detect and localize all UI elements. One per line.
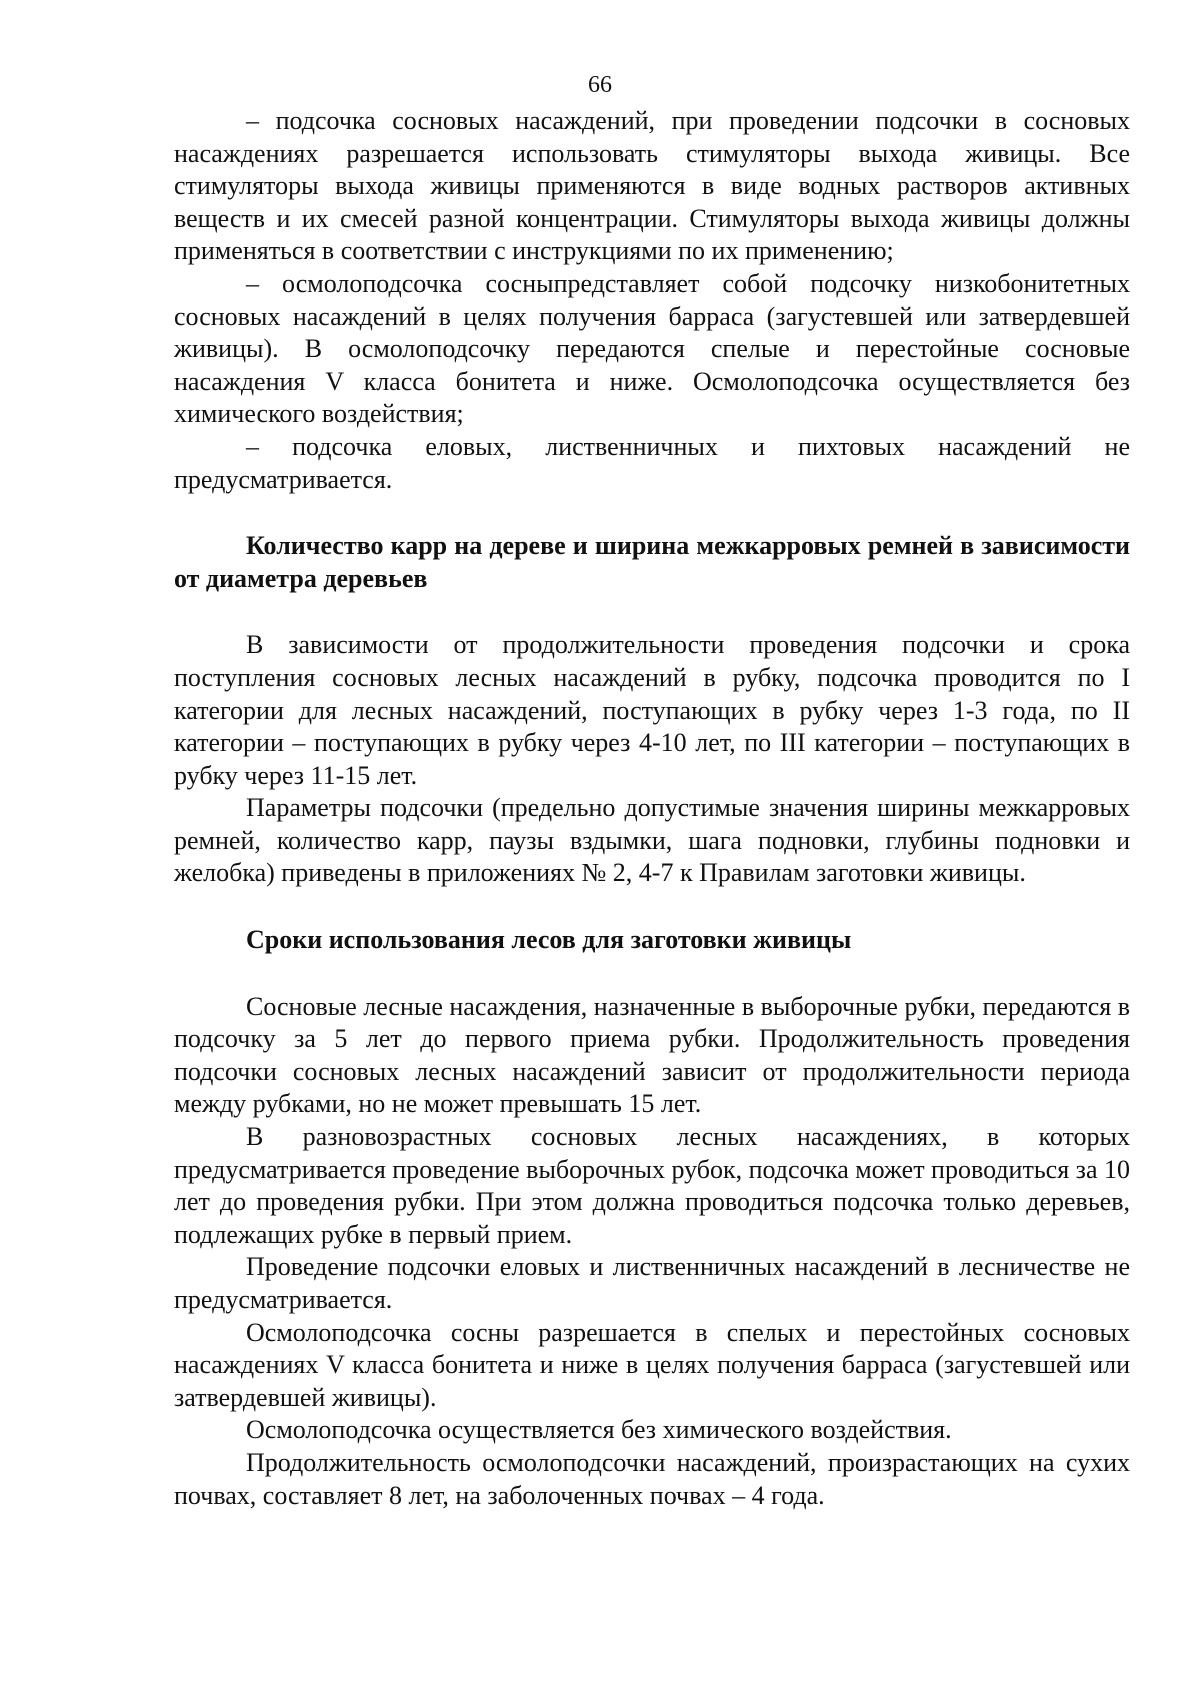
body-paragraph: В разновозрастных сосновых лесных насаждениях, в которых предусматривается проведение выборочных рубок, подсочка может проводиться за 10 лет до проведения рубки. При этом должна проводиться подсочка только деревьев, подлежащих рубке в первый прием. [174, 1122, 1130, 1249]
body-paragraph: Параметры подсочки (предельно допустимые значения ширины межкарровых ремней, количество карр, паузы вздымки, шага подновки, глубины подновки и желобка) приведены в приложениях № 2, 4-7 к Правилам заготовки живицы. [174, 793, 1130, 888]
body-paragraph: В зависимости от продолжительности проведения подсочки и срока поступления сосновых лесных насаждений в рубку, подсочка проводится по I категории для лесных насаждений, поступающих в рубку через 1-3 года, по II категории – поступающих в рубку через 4-10 лет, по III категории – поступающих в рубку через 11-15 лет. [174, 630, 1130, 790]
body-paragraph: Сосновые лесные насаждения, назначенные в выборочные рубки, передаются в подсочку за 5 лет до первого приема рубки. Продолжительность проведения подсочки сосновых лесных насаждений зависит от продолжительности периода между рубками, но не может превышать 15 лет. [174, 991, 1130, 1119]
body-paragraph: Проведение подсочки еловых и лиственничных насаждений в лесничестве не предусматривается. [174, 1252, 1130, 1314]
body-paragraph: Осмолоподсочка сосны разрешается в спелых и перестойных сосновых насаждениях V класса бонитета и ниже в целях получения барраса (загустевшей или затвердевшей живицы). [174, 1317, 1130, 1412]
page-number: 66 [588, 72, 612, 98]
list-item: – подсочка еловых, лиственничных и пихтовых насаждений не предусматривается. [174, 431, 1130, 494]
body-paragraph: Осмолоподсочка осуществляется без химического воздействия. [246, 1415, 952, 1445]
list-item: – осмолоподсочка сосныпредставляет собой подсочку низкобонитетных сосновых насаждений в целях получения барраса (загустевшей или затвердевшей живицы). В осмолоподсочку передаются спелые и перестойные сосновые насаждения V класса бонитета и ниже. Осмолоподсочка осуществляется без химического воздействия; [174, 268, 1130, 429]
body-paragraph: Продолжительность осмолоподсочки насаждений, произрастающих на сухих почвах, составляет 8 лет, на заболоченных почвах – 4 года. [174, 1447, 1130, 1510]
page-content [174, 105, 1130, 1512]
list-item: – подсочка сосновых насаждений, при проведении подсочки в сосновых насаждениях разрешается использовать стимуляторы выхода живицы. Все стимуляторы выхода живицы применяются в виде водных растворов активных веществ и их смесей разной концентрации. Стимуляторы выхода живицы должны применяться в соответствии с инструкциями по их применению; [174, 106, 1130, 266]
section-heading: Количество карр на дереве и ширина межкарровых ремней в зависимости от диаметра деревьев [174, 531, 1130, 593]
section-heading: Сроки использования лесов для заготовки живицы [246, 925, 852, 955]
